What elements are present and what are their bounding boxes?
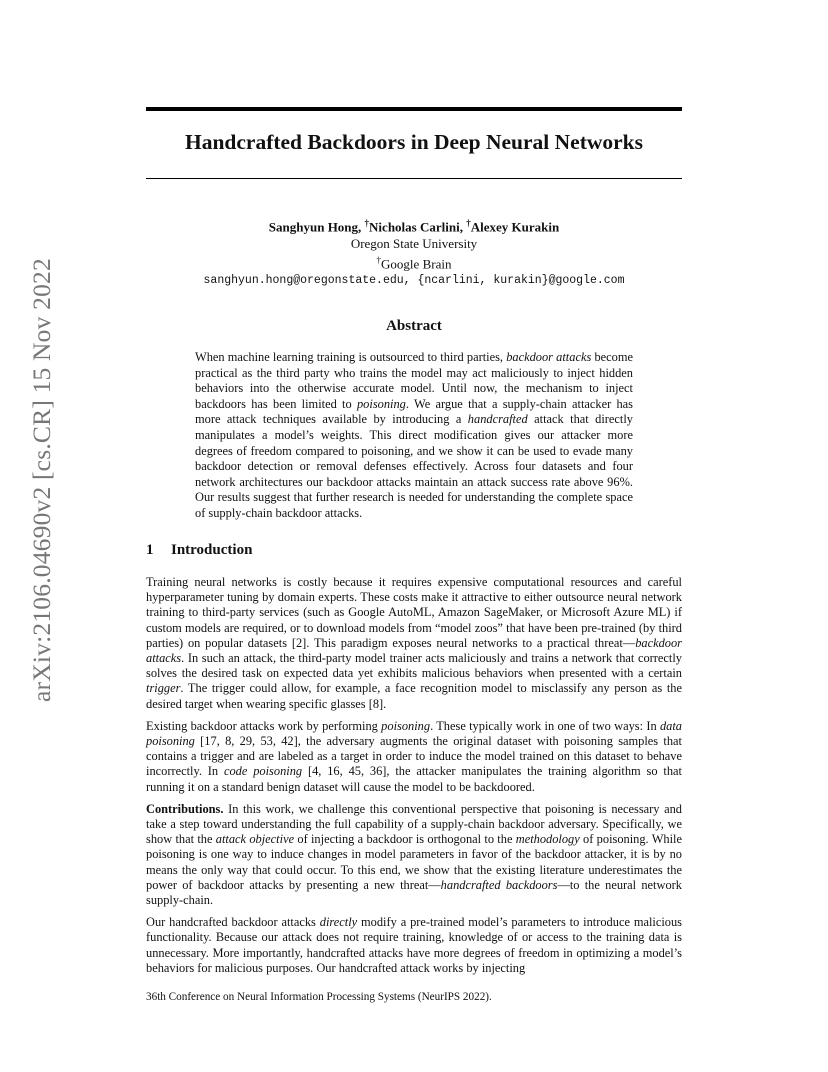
author-3: Alexey Kurakin bbox=[470, 219, 560, 235]
dagger-mark: † bbox=[466, 218, 471, 228]
paper-title: Handcrafted Backdoors in Deep Neural Networks bbox=[184, 130, 644, 154]
arxiv-identifier: arXiv:2106.04690v2 [cs.CR] 15 Nov 2022 bbox=[27, 258, 56, 702]
section-heading-introduction bbox=[146, 542, 252, 559]
author-2: Nicholas Carlini, bbox=[369, 219, 463, 235]
emphasis: trigger bbox=[146, 681, 181, 696]
title-top-rule bbox=[146, 107, 682, 111]
abstract-emphasis: poisoning bbox=[356, 396, 406, 411]
text-run: [4, 16, 45, 36], the attacker manipulates the training algorithm so that running it on a standard benign dataset will cause the model to be backdoored. bbox=[146, 764, 682, 794]
dagger-mark: † bbox=[364, 218, 370, 228]
abstract-emphasis: handcrafted bbox=[467, 412, 528, 427]
abstract-text-run: . We argue that a supply-chain attacker has more attack techniques available by introducing a bbox=[195, 396, 634, 427]
paragraph-4 bbox=[146, 915, 682, 976]
text-run: of injecting a backdoor is orthogonal to the bbox=[294, 832, 516, 847]
abstract-text bbox=[195, 350, 633, 522]
emphasis: poisoning bbox=[381, 718, 431, 733]
text-run: . The trigger could allow, for example, a face recognition model to misclassify any person as the desired target when wearing specific glasses [8]. bbox=[146, 681, 682, 711]
text-run: Existing backdoor attacks work by performing bbox=[146, 718, 382, 733]
text-run: . These typically work in one of two ways: In bbox=[430, 718, 660, 733]
section-number: 1 bbox=[146, 542, 154, 558]
paragraph-run-in-heading: Contributions. bbox=[146, 801, 224, 816]
emphasis: handcrafted backdoors bbox=[440, 877, 558, 892]
text-run: Our handcrafted backdoor attacks bbox=[146, 915, 320, 930]
emphasis: code poisoning bbox=[223, 764, 303, 779]
conference-footnote: 36th Conference on Neural Information Processing Systems (NeurIPS 2022). bbox=[146, 991, 492, 1003]
arxiv-side-stamp bbox=[22, 258, 62, 702]
paragraph-3-contributions bbox=[146, 802, 682, 908]
abstract-text-run: become practical as the third party who trains the model may act maliciously to inject hidden behaviors into the otherwise accurate model. Until now, the mechanism to inject backdoors has been limited to bbox=[195, 350, 633, 411]
text-run: In this work, we challenge this conventional perspective that poisoning is necessary and take a step toward understanding the full capability of a supply-chain backdoor adversary. Specifically, we show that the bbox=[146, 801, 682, 847]
introduction-body bbox=[146, 575, 682, 983]
author-emails: sanghyun.hong@oregonstate.edu, {ncarlini, kurakin}@google.com bbox=[203, 274, 625, 288]
title-bottom-rule bbox=[146, 178, 682, 179]
section-title: Introduction bbox=[171, 542, 253, 558]
affiliation-1: Oregon State University bbox=[350, 235, 478, 251]
affiliation-2-line bbox=[146, 252, 682, 273]
emphasis: methodology bbox=[515, 832, 580, 847]
author-block bbox=[146, 215, 682, 290]
emphasis: directly bbox=[319, 915, 358, 930]
affiliation-2: Google Brain bbox=[381, 256, 452, 272]
paragraph-1 bbox=[146, 575, 682, 712]
dagger-mark: † bbox=[376, 255, 382, 266]
text-run: . In such an attack, the third-party model trainer acts maliciously and trains a network that correctly solves the desired task on expected data yet exhibits malicious behaviors when presented with a certain bbox=[146, 651, 682, 681]
emphasis: data poisoning bbox=[146, 718, 682, 749]
abstract-text-run: attack that directly manipulates a model’s weights. This direct modification gives our attacker more degrees of freedom compared to poisoning, and we show it can be used to evade many backdoor detection or removal defenses effectively. Across four datasets and four network architectures our backdoor attacks maintain an attack success rate above 96%. Our results suggest that further research is needed for understanding the complete space of supply-chain backdoor attacks. bbox=[195, 412, 633, 520]
paragraph-2 bbox=[146, 719, 682, 795]
emphasis: backdoor attacks bbox=[146, 635, 682, 666]
text-run: Training neural networks is costly because it requires expensive computational resources and careful hyperparameter tuning by domain experts. These costs make it attractive to either outsource neural network training to third-party services (such as Google AutoML, Amazon SageMaker, or Microsoft Azure ML) if custom models are required, or to download models from “model zoos” that have been pre-trained (by third parties) on popular datasets [2]. This paradigm exposes neural networks to a practical threat— bbox=[146, 575, 682, 650]
text-run: [17, 8, 29, 53, 42], the adversary augments the original dataset with poisoning samples that contains a trigger and are labeled as a target in order to induce the model trained on this dataset to behave incorrectly. In bbox=[146, 734, 682, 779]
text-run: modify a pre-trained model’s parameters to introduce malicious functionality. Because our attack does not require training, knowledge of or access to the training data is unnecessary. More importantly, handcrafted attacks have more degrees of freedom in optimizing a model’s behaviors for malicious purposes. Our handcrafted attack works by injecting bbox=[146, 915, 682, 975]
abstract-heading: Abstract bbox=[386, 318, 442, 334]
abstract-text-run: When machine learning training is outsourced to third parties, bbox=[195, 350, 507, 364]
text-run: of poisoning. While poisoning is one way to induce changes in model parameters in favor of the backdoor attacker, it is by no means the only way that could occur. To this end, we show that the existing literature underestimates the power of backdoor attacks by presenting a new threat— bbox=[146, 832, 683, 892]
text-run: —to the neural network supply-chain. bbox=[146, 877, 682, 908]
author-1: Sanghyun Hong, bbox=[268, 219, 362, 235]
emphasis: attack objective bbox=[215, 832, 295, 847]
abstract-emphasis: backdoor attacks bbox=[506, 350, 592, 364]
author-names bbox=[146, 215, 682, 236]
